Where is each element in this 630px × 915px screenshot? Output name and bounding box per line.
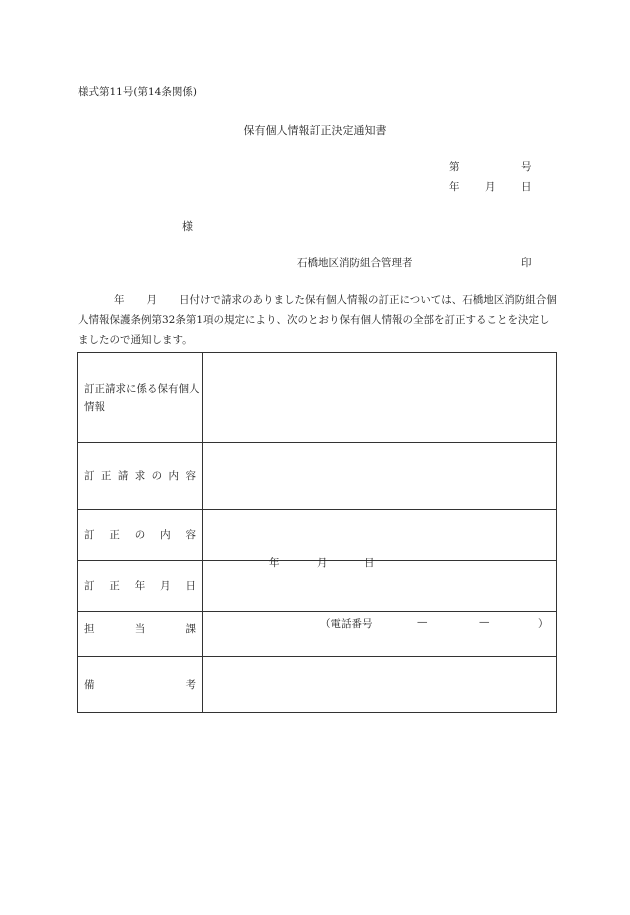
correction-date-day: 日 <box>364 557 375 569</box>
label-remarks: 備 考 <box>78 657 203 713</box>
value-correction-date[interactable] <box>203 557 557 612</box>
label-correction-content: 訂 正 の 内 容 <box>78 510 203 561</box>
body-year: 年 <box>114 294 125 306</box>
document-title: 保有個人情報訂正決定通知書 <box>243 124 387 137</box>
phone-suffix: ） <box>538 618 549 630</box>
phone-dash-2: — <box>479 616 490 628</box>
correction-date-month: 月 <box>317 557 328 569</box>
label-correction-date: 訂 正 年 月 日 <box>78 561 203 612</box>
value-request-content[interactable] <box>203 443 557 510</box>
issuer-name: 石橋地区消防組合管理者 <box>297 257 413 269</box>
table-row <box>78 612 557 657</box>
label-request-content: 訂 正 請 求 の 内 容 <box>78 443 203 510</box>
table-row <box>78 561 557 612</box>
table-row <box>78 443 557 510</box>
value-correction-content[interactable] <box>203 510 557 561</box>
value-personal-info[interactable] <box>203 353 557 443</box>
body-text: 日付けで請求のありました保有個人情報の訂正については、石橋地区消防組合個人情報保護条例第32条第1項の規定により、次のとおり保有個人情報の全部を訂正することを決定しましたので通知します。 <box>78 294 557 346</box>
value-department[interactable] <box>203 612 557 657</box>
issue-date-month: 月 <box>485 181 496 193</box>
issue-date-day: 日 <box>521 181 532 193</box>
label-personal-info: 訂正請求に係る保有個人情報 <box>78 353 203 443</box>
reference-go: 号 <box>521 161 532 173</box>
notice-body <box>78 290 560 350</box>
phone-dash-1: — <box>417 616 428 628</box>
recipient-suffix: 様 <box>182 220 193 233</box>
phone-prefix: （電話番号 <box>320 618 373 630</box>
reference-dai: 第 <box>449 161 460 173</box>
table-row <box>78 353 557 443</box>
seal-mark: 印 <box>521 257 532 269</box>
form-number: 様式第11号(第14条関係) <box>78 86 197 98</box>
decision-table <box>77 352 557 713</box>
correction-date-year: 年 <box>269 557 280 569</box>
table-row <box>78 510 557 561</box>
label-department: 担 当 課 <box>78 612 203 657</box>
table-row <box>78 657 557 713</box>
body-month: 月 <box>146 294 157 306</box>
issue-date-year: 年 <box>449 181 460 193</box>
value-remarks[interactable] <box>203 657 557 713</box>
